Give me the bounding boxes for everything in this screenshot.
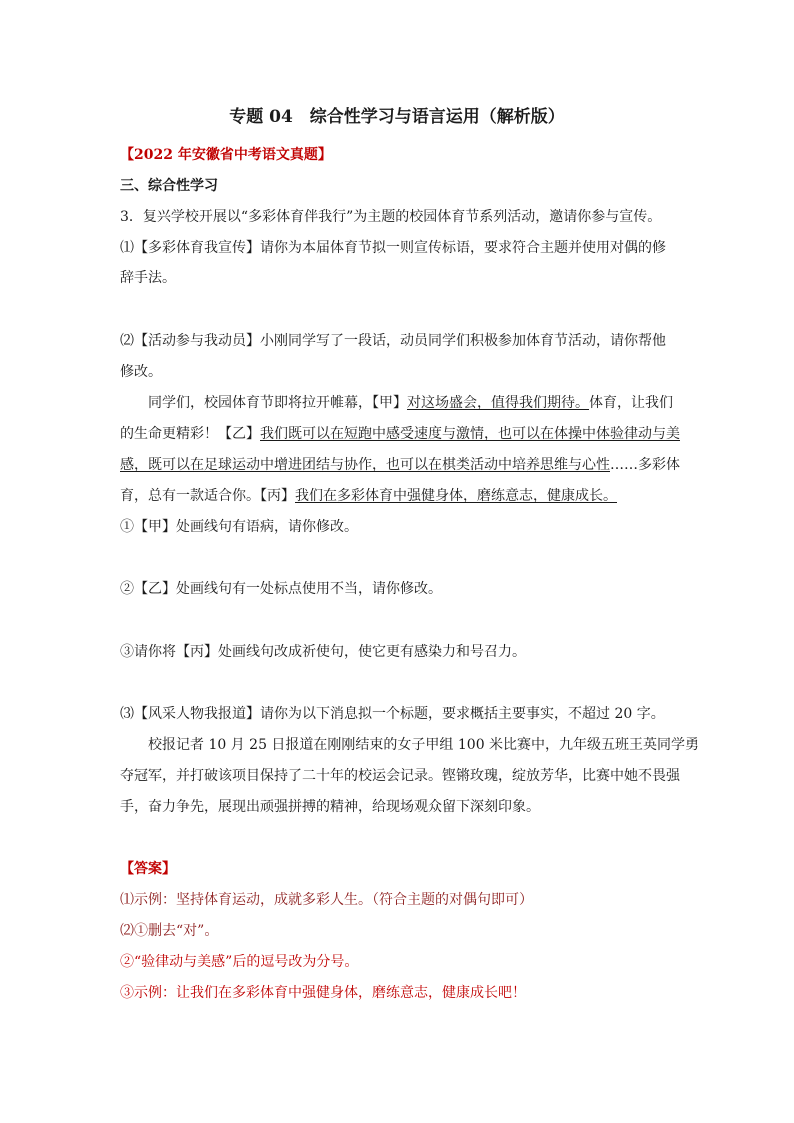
passage-text: 同学们，校园体育节即将拉开帷幕，【甲】 (148, 395, 407, 411)
answer-heading: 【答案】 (120, 861, 176, 877)
news-line1: 校报记者 10 月 25 日报道在刚刚结束的女子甲组 100 米比赛中，九年级五班王英同学勇 (148, 737, 700, 753)
news-line3: 手，奋力争先，展现出顽强拼搏的精神，给现场观众留下深刻印象。 (120, 799, 540, 815)
part1-line2: 辞手法。 (120, 270, 176, 286)
part2-line1: ⑵【活动参与我动员】小刚同学写了一段话，动员同学们积极参加体育节活动，请你帮他 (120, 333, 666, 349)
page-title: 专题 04 综合性学习与语言运用（解析版） (229, 107, 565, 127)
news-line2: 夺冠军，并打破该项目保持了二十年的校运会记录。铿锵玫瑰，绽放芳华，比赛中她不畏强 (120, 768, 680, 784)
sub-question-2: ②【乙】处画线句有一处标点使用不当，请你修改。 (120, 581, 442, 597)
underlined-sentence-bing: 我们在多彩体育中强健身体，磨练意志，健康成长。 (295, 488, 617, 504)
question-intro: 3．复兴学校开展以“多彩体育伴我行”为主题的校园体育节系列活动，邀请你参与宣传。 (120, 209, 662, 225)
passage-text: 体育，让我们 (589, 395, 673, 411)
underlined-sentence-yi: 我们既可以在短跑中感受速度与激情，也可以在体操中体验律动与美 (260, 426, 680, 442)
sub-question-1: ①【甲】处画线句有语病，请你修改。 (120, 519, 358, 535)
part2-line2: 修改。 (120, 364, 162, 380)
section-heading: 三、综合性学习 (120, 178, 218, 194)
part3-line1: ⑶【风采人物我报道】请你为以下消息拟一个标题，要求概括主要事实，不超过 20 字。 (120, 706, 665, 722)
passage-text: 的生命更精彩！【乙】 (120, 426, 260, 442)
passage-line2 (120, 424, 680, 444)
passage-text: ……多彩体 (610, 457, 680, 473)
passage-line3 (120, 455, 680, 475)
passage-text: 育，总有一款适合你。【丙】 (120, 488, 295, 504)
answer-2-2: ②“验律动与美感”后的逗号改为分号。 (120, 954, 359, 970)
underlined-sentence-jia: 对这场盛会，值得我们期待。 (407, 395, 589, 411)
part1-line1: ⑴【多彩体育我宣传】请你为本届体育节拟一则宣传标语，要求符合主题并使用对偶的修 (120, 240, 666, 256)
answer-1: ⑴示例：坚持体育运动，成就多彩人生。（符合主题的对偶句即可） (120, 892, 533, 908)
answer-2-1: ⑵①删去“对”。 (120, 923, 219, 939)
underlined-sentence-yi-cont: 感，既可以在足球运动中增进团结与协作，也可以在棋类活动中培养思维与心性 (120, 457, 610, 473)
sub-question-3: ③请你将【丙】处画线句改成祈使句，使它更有感染力和号召力。 (120, 644, 526, 660)
source-tag: 【2022 年安徽省中考语文真题】 (120, 147, 332, 163)
passage-line1 (148, 393, 676, 413)
answer-2-3: ③示例：让我们在多彩体育中强健身体，磨练意志，健康成长吧！ (120, 985, 526, 1001)
passage-line4 (120, 486, 676, 506)
